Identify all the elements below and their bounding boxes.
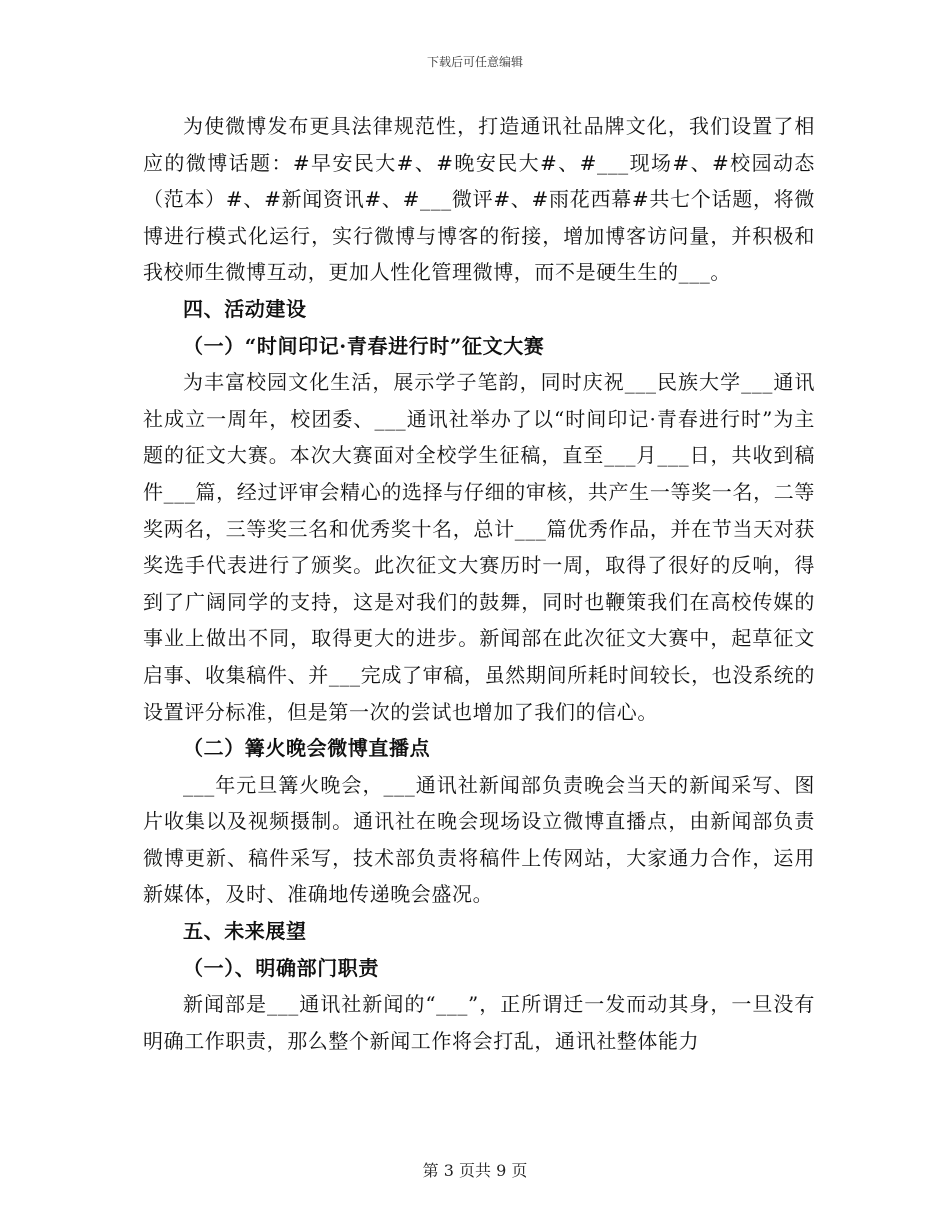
paragraph-weibo-topics: 为使微博发布更具法律规范性，打造通讯社品牌文化，我们设置了相应的微博话题：#早安民大#、#晚安民大#、#___现场#、#校园动态（范本）#、#新闻资讯#、#___微评#、#雨花西幕#共七个话题，将微博进行模式化运行，实行微博与博客的衔接，增加博客访问量，并积极和我校师生微博互动，更加人性化管理微博，而不是硬生生的___。 — [143, 114, 815, 285]
subsection-heading-department-duties: （一）、明确部门职责 — [183, 955, 379, 980]
section-heading-activities: 四、活动建设 — [183, 296, 307, 321]
paragraph-department-duties: 新闻部是___通讯社新闻的“___”，正所谓迁一发而动其身，一旦没有明确工作职责，那么整个新闻工作将会打乱，通讯社整体能力 — [143, 992, 815, 1053]
document-body — [143, 108, 815, 1059]
subsection-heading-bonfire-party: （二）篝火晚会微博直播点 — [183, 736, 431, 761]
page-number: 第 3 页共 9 页 — [422, 1161, 528, 1180]
subsection-heading-essay-contest: （一）“时间印记·青春进行时”征文大赛 — [183, 333, 545, 358]
page-header: 下载后可任意编辑 — [426, 55, 523, 69]
paragraph-essay-contest: 为丰富校园文化生活，展示学子笔韵，同时庆祝___民族大学___通讯社成立一周年，校团委、___通讯社举办了以“时间印记·青春进行时”为主题的征文大赛。本次大赛面对全校学生征稿，直至___月___日，共收到稿件___篇，经过评审会精心的选择与仔细的审核，共产生一等奖一名，二等奖两名，三等奖三名和优秀奖十名，总计___篇优秀作品，并在节当天对获奖选手代表进行了颁奖。此次征文大赛历时一周，取得了很好的反响，得到了广阔同学的支持，这是对我们的鼓舞，同时也鞭策我们在高校传媒的事业上做出不同，取得更大的进步。新闻部在此次征文大赛中，起草征文启事、收集稿件、并___完成了审稿，虽然期间所耗时间较长，也没系统的设置评分标准，但是第一次的尝试也增加了我们的信心。 — [143, 370, 815, 724]
section-heading-future-outlook: 五、未来展望 — [183, 919, 307, 944]
paragraph-bonfire-party: ___年元旦篝火晚会，___通讯社新闻部负责晚会当天的新闻采写、图片收集以及视频摄制。通讯社在晚会现场设立微博直播点，由新闻部负责微博更新、稿件采写，技术部负责将稿件上传网站，大家通力合作，运用新媒体，及时、准确地传递晚会盛况。 — [143, 772, 815, 907]
